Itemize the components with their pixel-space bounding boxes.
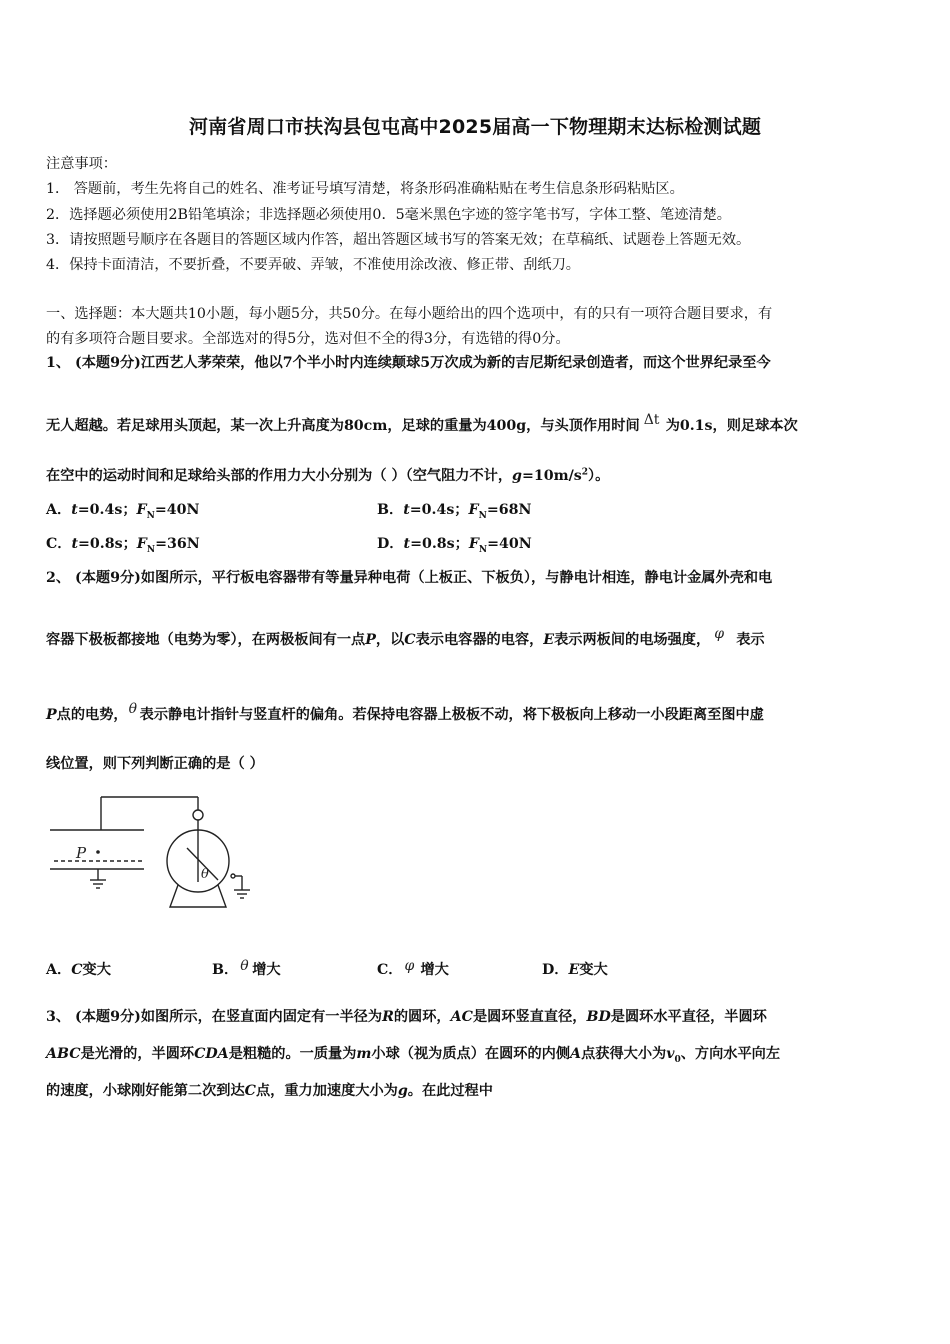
p-symbol: P bbox=[365, 632, 376, 648]
q2-stem: 线位置，则下列判断正确的是（ ） bbox=[46, 756, 264, 772]
circuit-diagram bbox=[46, 790, 264, 922]
f-symbol: F bbox=[468, 502, 479, 518]
q1-stem-text: 为0.1s，则足球本次 bbox=[665, 418, 798, 434]
subscript: N bbox=[146, 510, 155, 521]
t-symbol: t bbox=[71, 536, 79, 552]
notice-item: 3．请按照题号顺序在各题目的答题区域内作答，超出答题区域书写的答案无效；在草稿纸、试题卷上答题无效。 bbox=[46, 232, 751, 248]
q1-stem-text: 在空中的运动时间和足球给头部的作用力大小分别为（ ）（空气阻力不计， bbox=[46, 468, 513, 484]
option-value: 增大 bbox=[252, 962, 281, 978]
notice-heading: 注意事项： bbox=[46, 156, 117, 172]
q3-stem-text: 是粗糙的。一质量为 bbox=[228, 1046, 357, 1062]
q1-option-b[interactable] bbox=[377, 499, 531, 521]
q3-stem-text: 是光滑的，半圆环 bbox=[80, 1046, 195, 1062]
q1-option-d[interactable] bbox=[377, 533, 532, 555]
option-label: C． bbox=[377, 962, 403, 978]
option-value: 变大 bbox=[82, 962, 111, 978]
option-label: A． bbox=[46, 962, 72, 978]
phi-symbol: φ bbox=[714, 626, 724, 642]
q3-stem bbox=[46, 1043, 780, 1065]
phi-symbol: φ bbox=[404, 958, 415, 974]
subscript: N bbox=[146, 544, 156, 555]
delta-t-symbol: Δt bbox=[643, 412, 660, 428]
t-symbol: t bbox=[403, 536, 411, 552]
point-p-label: P bbox=[76, 844, 87, 862]
capacitor-electrometer-figure bbox=[46, 790, 264, 922]
theta-angle-label: θ bbox=[201, 867, 209, 882]
superscript: 2 bbox=[581, 467, 589, 478]
q1-option-a[interactable] bbox=[46, 499, 199, 521]
bd-symbol: BD bbox=[586, 1009, 611, 1025]
c-symbol: C bbox=[244, 1083, 256, 1099]
q2-stem-text: 表示 bbox=[736, 632, 765, 648]
q2-stem-text: 表示电容器的电容， bbox=[415, 632, 544, 648]
option-label: B． bbox=[212, 962, 239, 978]
q2-stem-text: 表示两板间的电场强度， bbox=[554, 632, 711, 648]
option-value: =68N bbox=[486, 502, 532, 518]
section-intro: 的有多项符合题目要求。全部选对的得5分，选对但不全的得3分，有选错的得0分。 bbox=[46, 331, 570, 347]
q2-option-a[interactable] bbox=[46, 959, 111, 979]
option-label: C． bbox=[46, 536, 72, 552]
q2-stem: 2、 (本题9分)如图所示，平行板电容器带有等量异种电荷（上板正、下板负），与静电计相连，静电计金属外壳和电 bbox=[46, 570, 773, 586]
notice-item: 1． 答题前，考生先将自己的姓名、准考证号填写清楚，将条形码准确粘贴在考生信息条形码粘贴区。 bbox=[46, 181, 684, 197]
option-value: =0.4s； bbox=[409, 502, 469, 518]
subscript: N bbox=[478, 510, 487, 521]
q2-stem bbox=[46, 626, 765, 649]
a-symbol: A bbox=[570, 1046, 582, 1062]
q1-stem bbox=[46, 412, 798, 435]
q2-stem bbox=[46, 701, 764, 724]
option-value: =0.4s； bbox=[77, 502, 137, 518]
f-symbol: F bbox=[468, 536, 479, 552]
q2-option-d[interactable] bbox=[542, 959, 608, 979]
option-value: 变大 bbox=[579, 962, 608, 978]
q3-stem bbox=[46, 1006, 767, 1026]
option-label: D． bbox=[377, 536, 404, 552]
option-label: B． bbox=[377, 502, 404, 518]
option-value: =0.8s； bbox=[78, 536, 137, 552]
q3-stem-text: 、方向水平向左 bbox=[680, 1046, 781, 1062]
q3-stem-text: 点获得大小为 bbox=[581, 1046, 667, 1062]
q3-stem-text: 3、 (本题9分)如图所示，在竖直面内固定有一半径为 bbox=[46, 1009, 383, 1025]
q2-stem-text: 点的电势， bbox=[56, 707, 128, 723]
q2-stem-text: ，以 bbox=[375, 632, 405, 648]
cda-symbol: CDA bbox=[194, 1046, 229, 1062]
q1-stem bbox=[46, 465, 609, 485]
v-symbol: v bbox=[666, 1046, 675, 1062]
q3-stem-text: 。在此过程中 bbox=[407, 1083, 493, 1099]
q1-stem-text: 无人超越。若足球用头顶起，某一次上升高度为80cm，足球的重量为400g，与头顶作用时间 bbox=[46, 418, 640, 434]
q3-stem-text: 是圆环竖直直径， bbox=[472, 1009, 587, 1025]
q1-option-c[interactable] bbox=[46, 533, 200, 555]
f-symbol: F bbox=[136, 502, 147, 518]
r-symbol: R bbox=[382, 1009, 394, 1025]
q3-stem-text: 是圆环水平直径，半圆环 bbox=[610, 1009, 767, 1025]
q2-stem-text: 容器下极板都接地（电势为零），在两极板间有一点 bbox=[46, 632, 366, 648]
t-symbol: t bbox=[71, 502, 78, 518]
theta-symbol: θ bbox=[128, 701, 138, 717]
option-label: D． bbox=[542, 962, 569, 978]
option-value: =36N bbox=[155, 536, 200, 552]
section-intro: 一、选择题：本大题共10小题，每小题5分，共50分。在每小题给出的四个选项中，有的只有一项符合题目要求，有 bbox=[46, 306, 773, 322]
t-symbol: t bbox=[403, 502, 410, 518]
abc-symbol: ABC bbox=[46, 1046, 81, 1062]
notice-item: 2．选择题必须使用2B铅笔填涂；非选择题必须使用0．5毫米黑色字迹的签字笔书写，字体工整、笔迹清楚。 bbox=[46, 207, 731, 223]
q3-stem-text: 点，重力加速度大小为 bbox=[255, 1083, 398, 1099]
option-value: =40N bbox=[487, 536, 532, 552]
e-symbol: E bbox=[568, 962, 580, 978]
q2-option-c[interactable] bbox=[377, 959, 449, 979]
c-symbol: C bbox=[404, 632, 416, 648]
ac-symbol: AC bbox=[450, 1009, 473, 1025]
option-label: A． bbox=[46, 502, 72, 518]
q3-stem-text: 的速度，小球刚好能第二次到达 bbox=[46, 1083, 245, 1099]
p-symbol: P bbox=[46, 707, 57, 723]
q1-stem-text: ）。 bbox=[588, 468, 610, 484]
q2-stem-text: 表示静电计指针与竖直杆的偏角。若保持电容器上极板不动，将下极板向上移动一小段距离至图中虚 bbox=[139, 707, 764, 723]
g-symbol: g bbox=[512, 468, 522, 484]
option-value: =0.8s； bbox=[410, 536, 469, 552]
c-symbol: C bbox=[71, 962, 83, 978]
m-symbol: m bbox=[356, 1046, 372, 1062]
option-value: =40N bbox=[154, 502, 200, 518]
e-symbol: E bbox=[543, 632, 555, 648]
option-value: 增大 bbox=[420, 962, 449, 978]
q3-stem-text: 小球（视为质点）在圆环的内侧 bbox=[371, 1046, 571, 1062]
f-symbol: F bbox=[136, 536, 147, 552]
q3-stem bbox=[46, 1080, 493, 1100]
q1-stem-text: =10m/s bbox=[521, 468, 582, 484]
g-symbol: g bbox=[397, 1083, 408, 1099]
q3-stem-text: 的圆环， bbox=[393, 1009, 451, 1025]
q1-stem: 1、 (本题9分)江西艺人茅荣荣，他以7个半小时内连续颠球5万次成为新的吉尼斯纪录创造者，而这个世界纪录至今 bbox=[46, 355, 771, 371]
subscript: 0 bbox=[674, 1054, 681, 1065]
subscript: N bbox=[478, 544, 488, 555]
page-title: 河南省周口市扶沟县包屯高中2025届高一下物理期末达标检测试题 bbox=[188, 116, 762, 138]
theta-symbol: θ bbox=[240, 958, 249, 974]
q2-option-b[interactable] bbox=[212, 959, 281, 979]
notice-item: 4．保持卡面清洁，不要折叠，不要弄破、弄皱，不准使用涂改液、修正带、刮纸刀。 bbox=[46, 257, 580, 273]
